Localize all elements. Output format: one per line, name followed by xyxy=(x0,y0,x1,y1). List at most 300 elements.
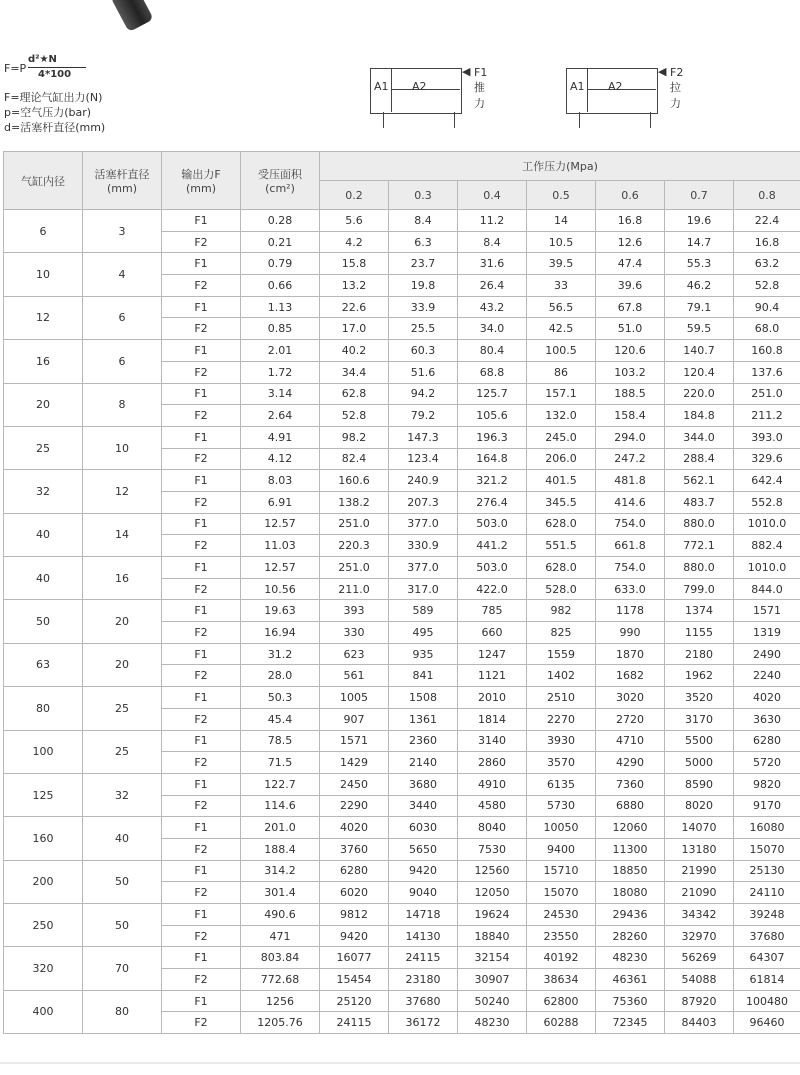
force-value-cell: 5720 xyxy=(734,752,800,774)
force-value-cell: 2270 xyxy=(527,708,596,730)
force-value-cell: 8020 xyxy=(665,795,734,817)
force-value-cell: 50240 xyxy=(458,990,527,1012)
force-value-cell: 188.5 xyxy=(596,383,665,405)
force-value-cell: 1870 xyxy=(596,643,665,665)
force-value-cell: 11300 xyxy=(596,838,665,860)
pressure-header-cell: 0.2 xyxy=(320,181,389,210)
area-cell: 1205.76 xyxy=(241,1012,320,1034)
area-cell: 1.72 xyxy=(241,361,320,383)
force-value-cell: 481.8 xyxy=(596,470,665,492)
force-value-cell: 132.0 xyxy=(527,405,596,427)
force-value-cell: 329.6 xyxy=(734,448,800,470)
force-value-cell: 55.3 xyxy=(665,253,734,275)
force-value-cell: 589 xyxy=(389,600,458,622)
force-value-cell: 103.2 xyxy=(596,361,665,383)
bore-cell: 32 xyxy=(4,470,83,513)
legend-line: F=理论气缸出力(N) xyxy=(4,91,103,104)
rod-cell: 4 xyxy=(83,253,162,296)
area-cell: 3.14 xyxy=(241,383,320,405)
force-value-cell: 1005 xyxy=(320,687,389,709)
force-type-cell: F1 xyxy=(162,687,241,709)
force-type-cell: F1 xyxy=(162,383,241,405)
area-cell: 50.3 xyxy=(241,687,320,709)
force-value-cell: 140.7 xyxy=(665,340,734,362)
force-value-cell: 137.6 xyxy=(734,361,800,383)
force-value-cell: 2720 xyxy=(596,708,665,730)
force-value-cell: 9040 xyxy=(389,882,458,904)
table-row xyxy=(4,470,800,492)
rod-cell: 50 xyxy=(83,860,162,903)
force-value-cell: 47.4 xyxy=(596,253,665,275)
force-type-cell: F1 xyxy=(162,773,241,795)
bore-cell: 12 xyxy=(4,296,83,339)
bore-cell: 80 xyxy=(4,687,83,730)
table-row xyxy=(4,860,800,882)
footer-divider xyxy=(0,1062,800,1064)
force-type-cell: F2 xyxy=(162,925,241,947)
force-value-cell: 2360 xyxy=(389,730,458,752)
force-value-cell: 68.8 xyxy=(458,361,527,383)
force-value-cell: 495 xyxy=(389,622,458,644)
table-row xyxy=(4,730,800,752)
force-value-cell: 16077 xyxy=(320,947,389,969)
force-value-cell: 5000 xyxy=(665,752,734,774)
force-value-cell: 12.6 xyxy=(596,231,665,253)
force-value-cell: 401.5 xyxy=(527,470,596,492)
force-value-cell: 19.8 xyxy=(389,275,458,297)
force-value-cell: 321.2 xyxy=(458,470,527,492)
force-value-cell: 157.1 xyxy=(527,383,596,405)
force-value-cell: 6280 xyxy=(734,730,800,752)
pressure-header-cell: 0.6 xyxy=(596,181,665,210)
area-cell: 16.94 xyxy=(241,622,320,644)
area-cell: 201.0 xyxy=(241,817,320,839)
force-value-cell: 36172 xyxy=(389,1012,458,1034)
pressure-header-cell: 0.3 xyxy=(389,181,458,210)
force-value-cell: 56269 xyxy=(665,947,734,969)
force-value-cell: 138.2 xyxy=(320,491,389,513)
area-cell: 803.84 xyxy=(241,947,320,969)
rod-cell: 20 xyxy=(83,643,162,686)
table-row xyxy=(4,990,800,1012)
force-value-cell: 4290 xyxy=(596,752,665,774)
area-cell: 12.57 xyxy=(241,557,320,579)
force-value-cell: 2010 xyxy=(458,687,527,709)
area-cell: 314.2 xyxy=(241,860,320,882)
force-value-cell: 633.0 xyxy=(596,578,665,600)
force-value-cell: 660 xyxy=(458,622,527,644)
bore-cell: 25 xyxy=(4,426,83,469)
area-cell: 471 xyxy=(241,925,320,947)
force-type-cell: F2 xyxy=(162,318,241,340)
force-value-cell: 56.5 xyxy=(527,296,596,318)
force-value-cell: 13180 xyxy=(665,838,734,860)
force-value-cell: 79.1 xyxy=(665,296,734,318)
area-a2-label: A2 xyxy=(608,80,623,93)
formula-prefix: F=P xyxy=(4,62,27,75)
force-value-cell: 16.8 xyxy=(596,210,665,232)
force-value-cell: 207.3 xyxy=(389,491,458,513)
force-value-cell: 251.0 xyxy=(320,557,389,579)
force-value-cell: 8.4 xyxy=(389,210,458,232)
header-area: 受压面积 (cm²) xyxy=(241,152,320,210)
force-value-cell: 11.2 xyxy=(458,210,527,232)
force-value-cell: 34.4 xyxy=(320,361,389,383)
force-value-cell: 2490 xyxy=(734,643,800,665)
force-value-cell: 1429 xyxy=(320,752,389,774)
area-cell: 0.28 xyxy=(241,210,320,232)
force-type-cell: F2 xyxy=(162,838,241,860)
table-row xyxy=(4,600,800,622)
force-value-cell: 63.2 xyxy=(734,253,800,275)
force-value-cell: 96460 xyxy=(734,1012,800,1034)
force-value-cell: 15454 xyxy=(320,969,389,991)
force-value-cell: 841 xyxy=(389,665,458,687)
force-value-cell: 19.6 xyxy=(665,210,734,232)
force-value-cell: 907 xyxy=(320,708,389,730)
area-cell: 6.91 xyxy=(241,491,320,513)
force-value-cell: 5730 xyxy=(527,795,596,817)
area-a2-label: A2 xyxy=(412,80,427,93)
force-value-cell: 12060 xyxy=(596,817,665,839)
force-value-cell: 3520 xyxy=(665,687,734,709)
force-value-cell: 38634 xyxy=(527,969,596,991)
force-value-cell: 15.8 xyxy=(320,253,389,275)
bore-cell: 100 xyxy=(4,730,83,773)
force-type-cell: F1 xyxy=(162,296,241,318)
area-cell: 78.5 xyxy=(241,730,320,752)
force-value-cell: 62800 xyxy=(527,990,596,1012)
area-cell: 4.12 xyxy=(241,448,320,470)
force-value-cell: 33.9 xyxy=(389,296,458,318)
force-value-cell: 551.5 xyxy=(527,535,596,557)
force-type-cell: F2 xyxy=(162,231,241,253)
force-value-cell: 37680 xyxy=(389,990,458,1012)
force-type-cell: F1 xyxy=(162,904,241,926)
force-value-cell: 552.8 xyxy=(734,491,800,513)
force-value-cell: 935 xyxy=(389,643,458,665)
force-value-cell: 12050 xyxy=(458,882,527,904)
rod-cell: 12 xyxy=(83,470,162,513)
force-value-cell: 344.0 xyxy=(665,426,734,448)
force-value-cell: 14.7 xyxy=(665,231,734,253)
force-value-cell: 12560 xyxy=(458,860,527,882)
force-type-cell: F2 xyxy=(162,405,241,427)
force-value-cell: 15070 xyxy=(527,882,596,904)
force-value-cell: 3570 xyxy=(527,752,596,774)
area-a1-label: A1 xyxy=(374,80,389,93)
force-type-cell: F2 xyxy=(162,1012,241,1034)
legend-line: d=活塞杆直径(mm) xyxy=(4,121,106,134)
force-value-cell: 9420 xyxy=(320,925,389,947)
force-value-cell: 3630 xyxy=(734,708,800,730)
force-value-cell: 16.8 xyxy=(734,231,800,253)
area-cell: 4.91 xyxy=(241,426,320,448)
force-value-cell: 6020 xyxy=(320,882,389,904)
force-value-cell: 9820 xyxy=(734,773,800,795)
force-value-cell: 21990 xyxy=(665,860,734,882)
force-value-cell: 98.2 xyxy=(320,426,389,448)
force-value-cell: 23180 xyxy=(389,969,458,991)
force-value-cell: 1319 xyxy=(734,622,800,644)
force-value-cell: 14 xyxy=(527,210,596,232)
force-value-cell: 94.2 xyxy=(389,383,458,405)
bore-cell: 40 xyxy=(4,513,83,556)
force-value-cell: 2180 xyxy=(665,643,734,665)
force-value-cell: 1010.0 xyxy=(734,557,800,579)
force-value-cell: 90.4 xyxy=(734,296,800,318)
pressure-header-cell: 0.4 xyxy=(458,181,527,210)
area-cell: 2.01 xyxy=(241,340,320,362)
force-value-cell: 18850 xyxy=(596,860,665,882)
force-value-cell: 844.0 xyxy=(734,578,800,600)
area-cell: 1.13 xyxy=(241,296,320,318)
rod-cell: 40 xyxy=(83,817,162,860)
force-value-cell: 23550 xyxy=(527,925,596,947)
force-value-cell: 184.8 xyxy=(665,405,734,427)
arrow-icon: ◀ xyxy=(462,65,471,78)
bore-cell: 16 xyxy=(4,340,83,383)
rod-cell: 16 xyxy=(83,557,162,600)
area-cell: 0.85 xyxy=(241,318,320,340)
force-type-cell: F2 xyxy=(162,275,241,297)
area-cell: 28.0 xyxy=(241,665,320,687)
force-value-cell: 1010.0 xyxy=(734,513,800,535)
rod-cell: 6 xyxy=(83,340,162,383)
table-row xyxy=(4,253,800,275)
bore-cell: 125 xyxy=(4,773,83,816)
force-value-cell: 422.0 xyxy=(458,578,527,600)
force-value-cell: 46.2 xyxy=(665,275,734,297)
force-type-cell: F2 xyxy=(162,752,241,774)
force-value-cell: 628.0 xyxy=(527,557,596,579)
force-value-cell: 105.6 xyxy=(458,405,527,427)
table-row xyxy=(4,947,800,969)
pressure-header-cell: 0.7 xyxy=(665,181,734,210)
force-value-cell: 206.0 xyxy=(527,448,596,470)
force-value-cell: 1374 xyxy=(665,600,734,622)
table-row xyxy=(4,817,800,839)
rod-cell: 80 xyxy=(83,990,162,1033)
force-type-cell: F2 xyxy=(162,622,241,644)
force-type-cell: F1 xyxy=(162,947,241,969)
area-cell: 301.4 xyxy=(241,882,320,904)
force-value-cell: 982 xyxy=(527,600,596,622)
force-value-cell: 3140 xyxy=(458,730,527,752)
pressure-header-cell: 0.5 xyxy=(527,181,596,210)
force-value-cell: 14070 xyxy=(665,817,734,839)
force-value-cell: 276.4 xyxy=(458,491,527,513)
force-value-cell: 82.4 xyxy=(320,448,389,470)
table-body xyxy=(4,210,800,1034)
force-value-cell: 24115 xyxy=(320,1012,389,1034)
force-value-cell: 21090 xyxy=(665,882,734,904)
force-value-cell: 160.8 xyxy=(734,340,800,362)
force-value-cell: 294.0 xyxy=(596,426,665,448)
force-value-cell: 24110 xyxy=(734,882,800,904)
force-value-cell: 28260 xyxy=(596,925,665,947)
force-value-cell: 3760 xyxy=(320,838,389,860)
area-cell: 2.64 xyxy=(241,405,320,427)
force-value-cell: 34342 xyxy=(665,904,734,926)
force-type-cell: F2 xyxy=(162,969,241,991)
area-cell: 12.57 xyxy=(241,513,320,535)
force-value-cell: 39.5 xyxy=(527,253,596,275)
rod-cell: 3 xyxy=(83,210,162,253)
header-pressure: 工作压力(Mpa) xyxy=(320,152,800,181)
header-bore: 气缸内径 xyxy=(4,152,83,210)
force-type-cell: F2 xyxy=(162,448,241,470)
force-value-cell: 377.0 xyxy=(389,557,458,579)
force-value-cell: 754.0 xyxy=(596,557,665,579)
force-value-cell: 2240 xyxy=(734,665,800,687)
force-type-cell: F1 xyxy=(162,600,241,622)
piston-line xyxy=(587,68,588,112)
force-value-cell: 67.8 xyxy=(596,296,665,318)
force-value-cell: 4020 xyxy=(320,817,389,839)
force-value-cell: 29436 xyxy=(596,904,665,926)
force-value-cell: 3440 xyxy=(389,795,458,817)
force-value-cell: 48230 xyxy=(596,947,665,969)
force-value-cell: 120.4 xyxy=(665,361,734,383)
force-value-cell: 251.0 xyxy=(734,383,800,405)
force-value-cell: 1571 xyxy=(320,730,389,752)
force-value-cell: 4910 xyxy=(458,773,527,795)
force-value-cell: 9420 xyxy=(389,860,458,882)
force-value-cell: 220.0 xyxy=(665,383,734,405)
force-value-cell: 34.0 xyxy=(458,318,527,340)
force-type-cell: F2 xyxy=(162,491,241,513)
force-value-cell: 31.6 xyxy=(458,253,527,275)
force-value-cell: 4.2 xyxy=(320,231,389,253)
bore-cell: 50 xyxy=(4,600,83,643)
force-type-cell: F2 xyxy=(162,665,241,687)
force-value-cell: 1361 xyxy=(389,708,458,730)
force-value-cell: 25130 xyxy=(734,860,800,882)
force-value-cell: 1121 xyxy=(458,665,527,687)
force-value-cell: 18840 xyxy=(458,925,527,947)
force-value-cell: 1508 xyxy=(389,687,458,709)
force-value-cell: 9812 xyxy=(320,904,389,926)
force-value-cell: 561 xyxy=(320,665,389,687)
rod-cell: 10 xyxy=(83,426,162,469)
force-value-cell: 345.5 xyxy=(527,491,596,513)
formula-legend xyxy=(4,90,105,135)
force-value-cell: 330 xyxy=(320,622,389,644)
force-type-cell: F1 xyxy=(162,470,241,492)
force-value-cell: 52.8 xyxy=(734,275,800,297)
force-value-cell: 4580 xyxy=(458,795,527,817)
rod-cell: 14 xyxy=(83,513,162,556)
force-label: F1推力 xyxy=(474,66,488,110)
arrow-icon: ◀ xyxy=(658,65,667,78)
force-value-cell: 6280 xyxy=(320,860,389,882)
force-value-cell: 24115 xyxy=(389,947,458,969)
force-value-cell: 100.5 xyxy=(527,340,596,362)
force-value-cell: 528.0 xyxy=(527,578,596,600)
force-value-cell: 414.6 xyxy=(596,491,665,513)
force-value-cell: 2290 xyxy=(320,795,389,817)
force-type-cell: F1 xyxy=(162,253,241,275)
force-value-cell: 825 xyxy=(527,622,596,644)
force-value-cell: 46361 xyxy=(596,969,665,991)
force-value-cell: 1682 xyxy=(596,665,665,687)
force-value-cell: 2140 xyxy=(389,752,458,774)
force-value-cell: 40.2 xyxy=(320,340,389,362)
force-value-cell: 7360 xyxy=(596,773,665,795)
force-value-cell: 51.0 xyxy=(596,318,665,340)
force-type-cell: F1 xyxy=(162,513,241,535)
force-type-cell: F1 xyxy=(162,426,241,448)
mount-leg xyxy=(579,112,580,128)
force-type-cell: F2 xyxy=(162,361,241,383)
table-row xyxy=(4,643,800,665)
table-row xyxy=(4,687,800,709)
header-output: 输出力F (mm) xyxy=(162,152,241,210)
force-value-cell: 17.0 xyxy=(320,318,389,340)
force-value-cell: 772.1 xyxy=(665,535,734,557)
force-type-cell: F1 xyxy=(162,860,241,882)
force-value-cell: 13.2 xyxy=(320,275,389,297)
force-value-cell: 25120 xyxy=(320,990,389,1012)
force-value-cell: 39.6 xyxy=(596,275,665,297)
bore-cell: 40 xyxy=(4,557,83,600)
force-value-cell: 32970 xyxy=(665,925,734,947)
force-value-cell: 60.3 xyxy=(389,340,458,362)
force-value-cell: 10050 xyxy=(527,817,596,839)
force-type-cell: F1 xyxy=(162,340,241,362)
force-value-cell: 1571 xyxy=(734,600,800,622)
bore-cell: 20 xyxy=(4,383,83,426)
force-value-cell: 1814 xyxy=(458,708,527,730)
legend-line: p=空气压力(bar) xyxy=(4,106,92,119)
rod-cell: 70 xyxy=(83,947,162,990)
table-row xyxy=(4,210,800,232)
force-value-cell: 5650 xyxy=(389,838,458,860)
force-value-cell: 14130 xyxy=(389,925,458,947)
force-value-cell: 147.3 xyxy=(389,426,458,448)
force-value-cell: 3020 xyxy=(596,687,665,709)
force-value-cell: 196.3 xyxy=(458,426,527,448)
force-type-cell: F2 xyxy=(162,882,241,904)
force-value-cell: 8590 xyxy=(665,773,734,795)
force-value-cell: 393.0 xyxy=(734,426,800,448)
force-value-cell: 100480 xyxy=(734,990,800,1012)
force-value-cell: 220.3 xyxy=(320,535,389,557)
force-value-cell: 240.9 xyxy=(389,470,458,492)
rod-cell: 50 xyxy=(83,904,162,947)
force-value-cell: 8040 xyxy=(458,817,527,839)
force-value-cell: 5.6 xyxy=(320,210,389,232)
force-value-cell: 10.5 xyxy=(527,231,596,253)
force-value-cell: 22.4 xyxy=(734,210,800,232)
bore-cell: 160 xyxy=(4,817,83,860)
force-value-cell: 62.8 xyxy=(320,383,389,405)
area-cell: 122.7 xyxy=(241,773,320,795)
force-value-cell: 9400 xyxy=(527,838,596,860)
force-type-cell: F1 xyxy=(162,730,241,752)
area-cell: 0.21 xyxy=(241,231,320,253)
force-value-cell: 30907 xyxy=(458,969,527,991)
force-value-cell: 330.9 xyxy=(389,535,458,557)
force-value-cell: 642.4 xyxy=(734,470,800,492)
rod-cell: 6 xyxy=(83,296,162,339)
force-value-cell: 1178 xyxy=(596,600,665,622)
force-value-cell: 1247 xyxy=(458,643,527,665)
piston-line xyxy=(391,68,392,112)
force-value-cell: 799.0 xyxy=(665,578,734,600)
force-value-cell: 7530 xyxy=(458,838,527,860)
